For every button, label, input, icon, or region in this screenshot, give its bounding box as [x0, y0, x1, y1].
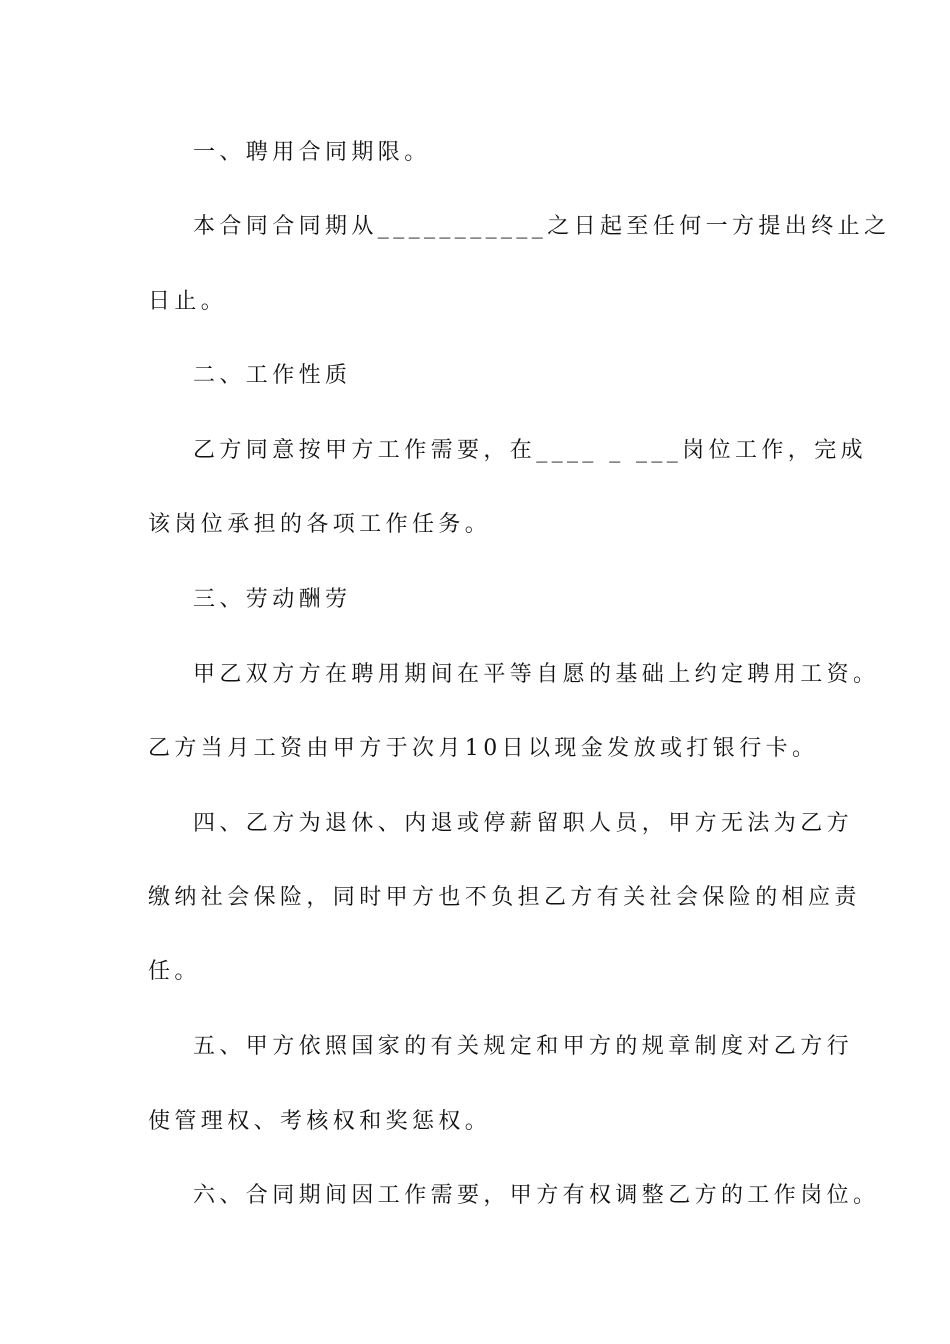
- section-1-text-line-1: 本合同合同期从___________之日起至任何一方提出终止之: [193, 214, 891, 239]
- section-3-text-line-1: 甲乙双方方在聘用期间在平等自愿的基础上约定聘用工资。: [193, 662, 880, 687]
- section-4-text-line-2: 缴纳社会保险，同时甲方也不负担乙方有关社会保险的相应责: [148, 885, 861, 910]
- section-6-text-line-1: 六、合同期间因工作需要，甲方有权调整乙方的工作岗位。: [193, 1183, 880, 1208]
- section-2-text-line-2: 该岗位承担的各项工作任务。: [148, 512, 492, 537]
- section-1-text-line-2: 日止。: [148, 289, 228, 314]
- section-1-heading: 一、聘用合同期限。: [193, 140, 431, 165]
- section-3-heading: 三、劳动酬劳: [193, 587, 352, 612]
- section-2-text-line-1: 乙方同意按甲方工作需要，在____ _ ___岗位工作，完成: [193, 438, 867, 463]
- section-5-text-line-2: 使管理权、考核权和奖惩权。: [148, 1109, 492, 1134]
- section-3-text-line-2: 乙方当月工资由甲方于次月10日以现金发放或打银行卡。: [148, 736, 819, 761]
- section-5-text-line-1: 五、甲方依照国家的有关规定和甲方的规章制度对乙方行: [193, 1034, 854, 1059]
- section-2-heading: 二、工作性质: [193, 363, 352, 388]
- section-4-text-line-3: 任。: [148, 959, 201, 984]
- section-4-text-line-1: 四、乙方为退休、内退或停薪留职人员，甲方无法为乙方: [193, 811, 854, 836]
